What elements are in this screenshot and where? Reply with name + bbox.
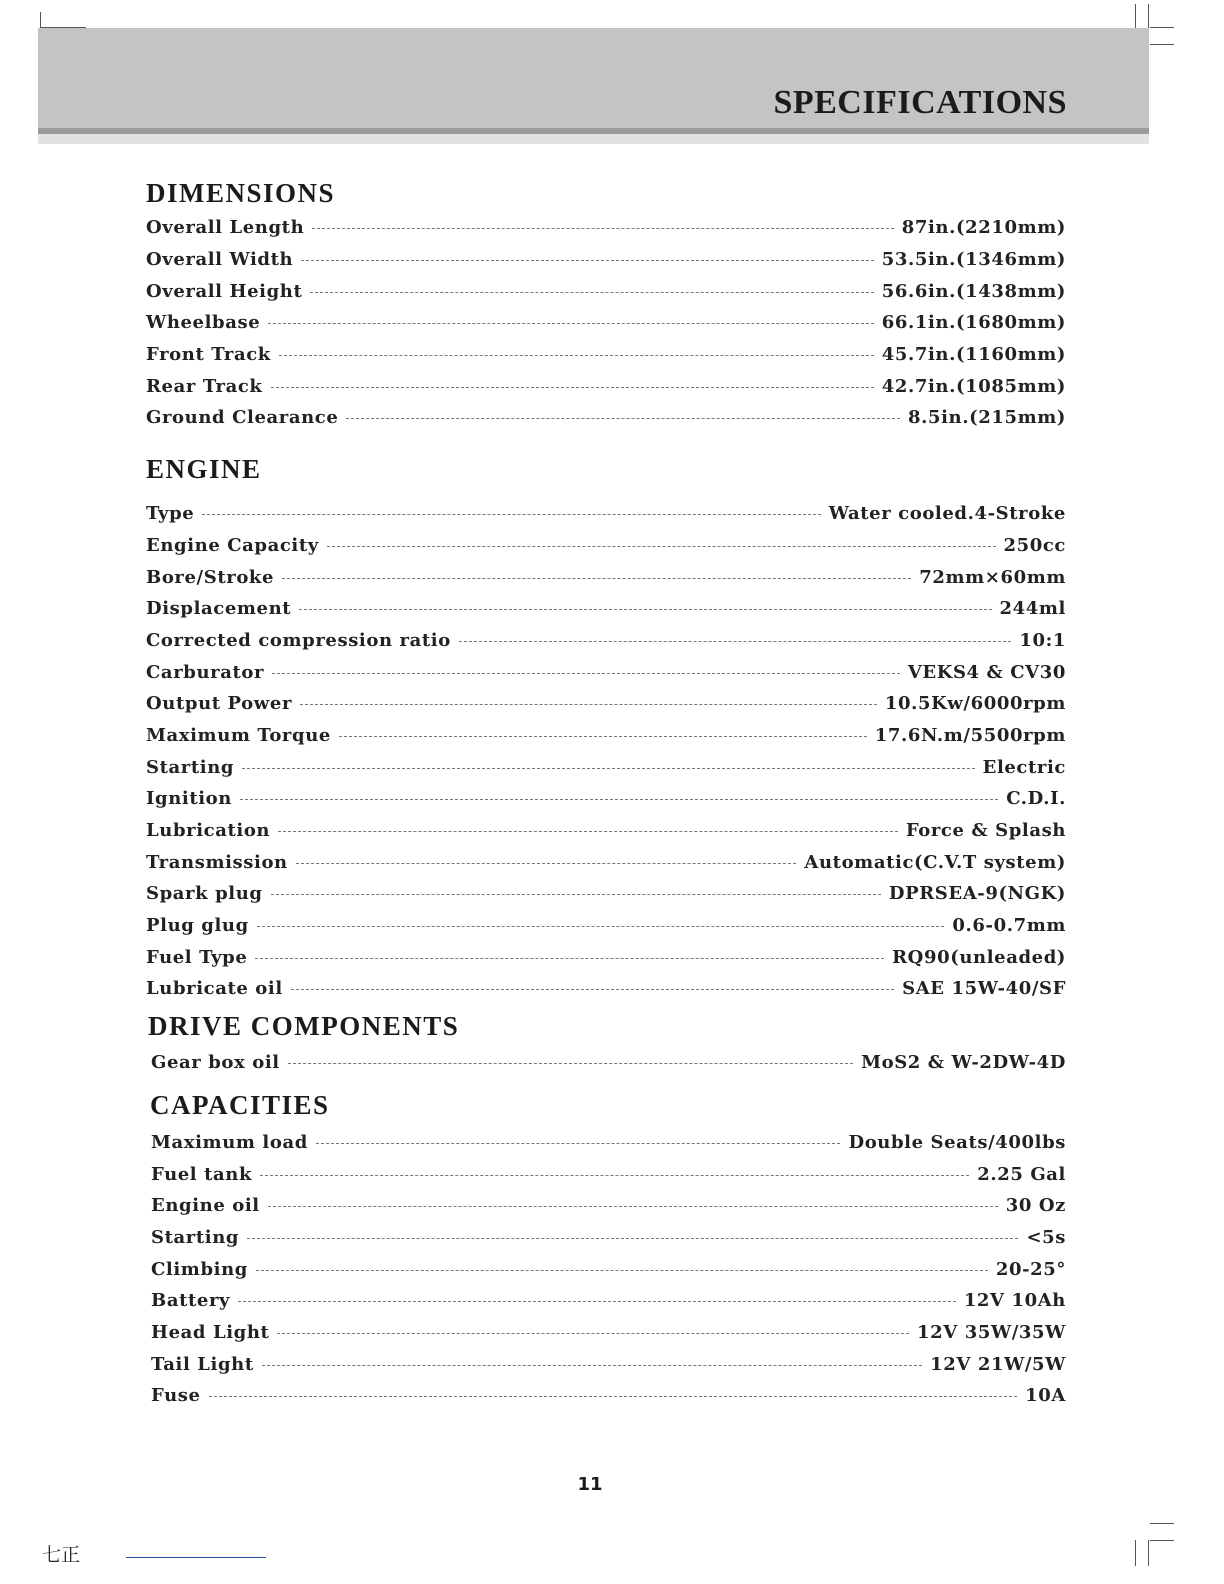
spec-value: 20-25° (995, 1258, 1066, 1280)
spec-label: Maximum load (151, 1131, 308, 1153)
spec-value: 8.5in.(215mm) (907, 407, 1066, 429)
dotted-leader (271, 387, 874, 388)
spec-value: 244ml (999, 598, 1066, 620)
spec-content (146, 178, 1066, 1412)
spec-label: Ground Clearance (146, 407, 339, 429)
spec-label: Overall Height (146, 280, 303, 302)
spec-value: 30 Oz (1005, 1195, 1066, 1217)
dotted-leader (316, 1143, 841, 1144)
section-title: ENGINE (146, 453, 262, 484)
spec-row (146, 656, 1066, 688)
spec-row (146, 307, 1066, 339)
spec-value: 17.6N.m/5500rpm (874, 724, 1066, 746)
dotted-leader (312, 228, 893, 229)
spec-label: Bore/Stroke (146, 566, 275, 588)
spec-value: Force & Splash (905, 820, 1066, 842)
spec-label: Engine oil (151, 1195, 260, 1217)
spec-label: Tail Light (151, 1353, 254, 1375)
dotted-leader (300, 704, 877, 705)
spec-label: Starting (151, 1226, 240, 1248)
spec-label: Spark plug (146, 883, 263, 905)
spec-value: Automatic(C.V.T system) (804, 851, 1066, 873)
spec-label: Rear Track (146, 375, 263, 397)
spec-value: DPRSEA-9(NGK) (888, 883, 1066, 905)
dotted-leader (279, 355, 874, 356)
spec-value: VEKS4 & CV30 (907, 661, 1066, 683)
dotted-leader (346, 418, 900, 419)
spec-row (146, 339, 1066, 371)
crop-mark (1150, 44, 1174, 45)
page-number: 11 (577, 1474, 603, 1495)
spec-row (146, 910, 1066, 942)
spec-label: Maximum Torque (146, 724, 331, 746)
spec-value: 250cc (1003, 534, 1066, 556)
dotted-leader (288, 1063, 853, 1064)
spec-value: 87in.(2210mm) (901, 217, 1066, 239)
spec-label: Type (146, 503, 195, 525)
spec-label: Engine Capacity (146, 534, 319, 556)
spec-row (146, 244, 1066, 276)
spec-row (146, 530, 1066, 562)
spec-label: Transmission (146, 851, 288, 873)
page-title: SPECIFICATIONS (773, 84, 1067, 121)
dotted-leader (268, 1206, 998, 1207)
spec-value: C.D.I. (1006, 788, 1066, 810)
section-dimensions (146, 178, 1066, 434)
spec-value: Electric (982, 756, 1066, 778)
spec-row (146, 1127, 1066, 1159)
dotted-leader (339, 736, 867, 737)
spec-value: Double Seats/400lbs (848, 1131, 1066, 1153)
spec-value: 12V 10Ah (963, 1290, 1066, 1312)
spec-label: Lubrication (146, 820, 271, 842)
spec-row (146, 1317, 1066, 1349)
spec-value: 10A (1025, 1385, 1066, 1407)
spec-label: Lubricate oil (146, 978, 283, 1000)
spec-row (146, 561, 1066, 593)
spec-value: 66.1in.(1680mm) (881, 312, 1066, 334)
spec-label: Fuel tank (151, 1163, 253, 1185)
spec-value: 72mm×60mm (919, 566, 1066, 588)
spec-label: Carburator (146, 661, 265, 683)
spec-row (146, 498, 1066, 530)
crop-mark (40, 12, 41, 28)
spec-value: 10.5Kw/6000rpm (884, 693, 1066, 715)
section-engine (146, 454, 1066, 1005)
dotted-leader (238, 1301, 956, 1302)
spec-row (146, 212, 1066, 244)
spec-row (146, 625, 1066, 657)
crop-mark (1135, 1540, 1136, 1566)
dotted-leader (327, 546, 996, 547)
spec-value: RQ90(unleaded) (892, 946, 1066, 968)
spec-row (146, 1222, 1066, 1254)
spec-row (146, 275, 1066, 307)
footer-code: 七正 (42, 1544, 81, 1566)
spec-row (146, 1158, 1066, 1190)
crop-mark (1148, 1540, 1149, 1566)
spec-value: 53.5in.(1346mm) (881, 249, 1066, 271)
spec-label: Corrected compression ratio (146, 629, 451, 651)
spec-label: Climbing (151, 1258, 248, 1280)
dotted-leader (277, 1333, 909, 1334)
dotted-leader (202, 514, 820, 515)
spec-row (146, 593, 1066, 625)
dotted-leader (278, 831, 898, 832)
dotted-leader (240, 799, 998, 800)
spec-label: Overall Width (146, 249, 294, 271)
header-shadow (38, 134, 1149, 144)
crop-mark (1150, 1540, 1174, 1541)
spec-label: Starting (146, 756, 235, 778)
spec-row (146, 402, 1066, 434)
spec-row (146, 720, 1066, 752)
spec-row (146, 751, 1066, 783)
spec-value: 56.6in.(1438mm) (881, 280, 1066, 302)
dotted-leader (256, 1270, 988, 1271)
dotted-leader (247, 1238, 1018, 1239)
spec-row (146, 783, 1066, 815)
spec-value: 2.25 Gal (977, 1163, 1066, 1185)
spec-value: 10:1 (1019, 629, 1066, 651)
crop-mark (1150, 1523, 1174, 1524)
dotted-leader (271, 894, 881, 895)
dotted-leader (301, 260, 874, 261)
crop-mark (1135, 4, 1136, 28)
spec-row (146, 878, 1066, 910)
spec-value: SAE 15W-40/SF (902, 978, 1066, 1000)
spec-value: Water cooled.4-Stroke (828, 503, 1066, 525)
spec-label: Fuel Type (146, 946, 248, 968)
spec-row (146, 1047, 1066, 1079)
spec-row (146, 846, 1066, 878)
footer-line (126, 1557, 266, 1558)
spec-value: 12V 21W/5W (930, 1353, 1066, 1375)
spec-row (146, 973, 1066, 1005)
dotted-leader (262, 1365, 922, 1366)
spec-row (146, 688, 1066, 720)
spec-value: 12V 35W/35W (917, 1321, 1066, 1343)
dotted-leader (291, 989, 894, 990)
dotted-leader (268, 323, 873, 324)
crop-mark (1148, 4, 1149, 28)
spec-label: Displacement (146, 598, 292, 620)
spec-label: Wheelbase (146, 312, 261, 334)
dotted-leader (282, 578, 911, 579)
spec-row (146, 1190, 1066, 1222)
spec-row (146, 1348, 1066, 1380)
spec-label: Front Track (146, 344, 271, 366)
spec-row (146, 370, 1066, 402)
spec-row (146, 815, 1066, 847)
spec-value: 45.7in.(1160mm) (881, 344, 1066, 366)
section-title: CAPACITIES (150, 1089, 330, 1120)
spec-row (146, 941, 1066, 973)
spec-value: 0.6-0.7mm (952, 915, 1066, 937)
spec-row (146, 1380, 1066, 1412)
spec-label: Fuse (151, 1385, 201, 1407)
spec-label: Ignition (146, 788, 232, 810)
dotted-leader (310, 292, 873, 293)
crop-mark (1150, 27, 1174, 28)
section-title: DRIVE COMPONENTS (148, 1010, 460, 1041)
spec-label: Overall Length (146, 217, 305, 239)
dotted-leader (260, 1175, 969, 1176)
spec-label: Plug glug (146, 915, 249, 937)
dotted-leader (459, 641, 1012, 642)
spec-value: MoS2 & W-2DW-4D (861, 1052, 1066, 1074)
spec-row (146, 1285, 1066, 1317)
dotted-leader (242, 768, 975, 769)
dotted-leader (296, 863, 797, 864)
spec-row (146, 1253, 1066, 1285)
spec-label: Battery (151, 1290, 231, 1312)
section-drive-components (146, 1011, 1066, 1079)
dotted-leader (257, 926, 945, 927)
section-capacities (146, 1090, 1066, 1412)
spec-label: Output Power (146, 693, 293, 715)
dotted-leader (209, 1396, 1018, 1397)
dotted-leader (255, 958, 884, 959)
spec-value: 42.7in.(1085mm) (881, 375, 1066, 397)
section-title: DIMENSIONS (146, 178, 336, 208)
spec-label: Gear box oil (151, 1052, 280, 1074)
spec-value: <5s (1026, 1226, 1066, 1248)
dotted-leader (272, 673, 900, 674)
dotted-leader (299, 609, 991, 610)
spec-label: Head Light (151, 1321, 270, 1343)
